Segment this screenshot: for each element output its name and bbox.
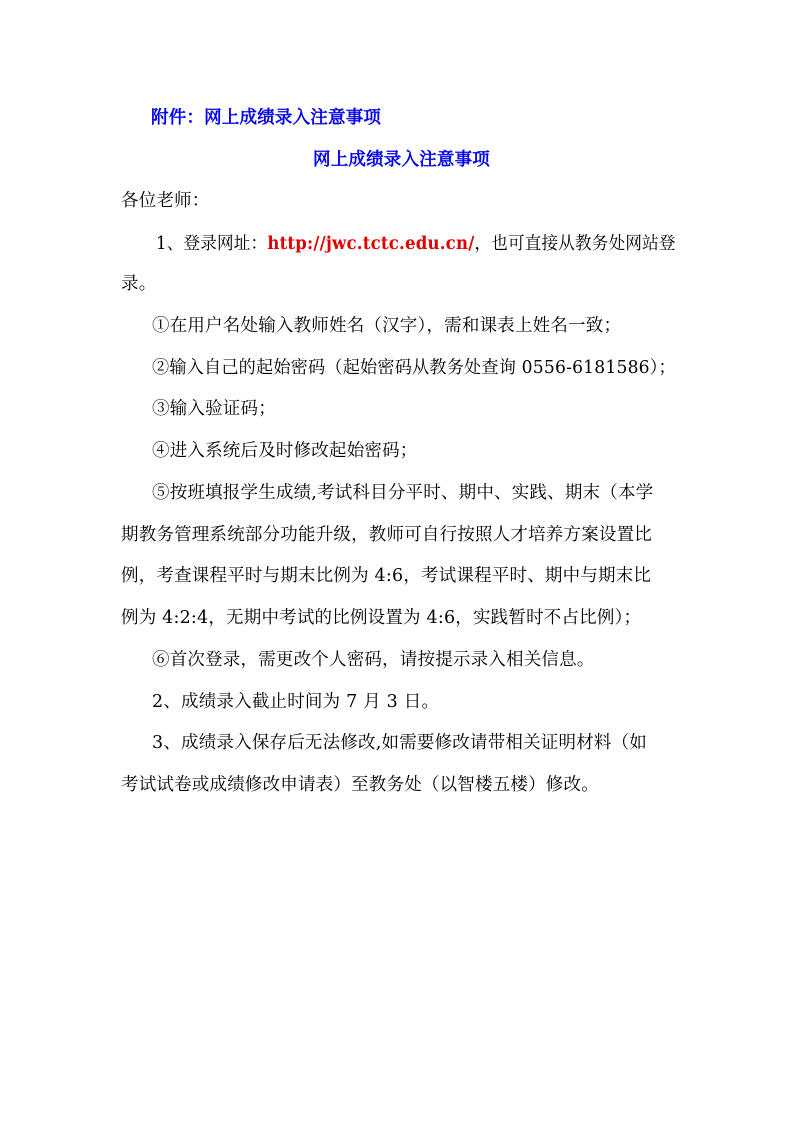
item-1-line-2: 录。: [121, 274, 157, 294]
sub-item-5-line-1: ⑤按班填报学生成绩,考试科目分平时、期中、实践、期末（本学: [152, 483, 654, 503]
attachment-heading: 附件：网上成绩录入注意事项: [151, 108, 382, 128]
sub-item-4: ④进入系统后及时修改起始密码；: [152, 441, 418, 461]
item-3-line-2: 考试试卷或成绩修改申请表）至教务处（以智楼五楼）修改。: [121, 775, 599, 795]
item-1-line-1: [156, 232, 676, 256]
sub-item-1: ①在用户名处输入教师姓名（汉字），需和课表上姓名一致；: [152, 316, 622, 336]
document-title: 网上成绩录入注意事项: [313, 150, 490, 170]
login-url-link[interactable]: http://jwc.tctc.edu.cn/: [267, 234, 475, 254]
item-2: 2、成绩录入截止时间为 7 月 3 日。: [152, 692, 440, 712]
sub-item-2: ②输入自己的起始密码（起始密码从教务处查询 0556-6181586）；: [152, 358, 676, 378]
sub-item-6: ⑥首次登录，需更改个人密码，请按提示录入相关信息。: [152, 650, 595, 670]
item-3-line-1: 3、成绩录入保存后无法修改,如需要修改请带相关证明材料（如: [152, 733, 647, 753]
greeting: 各位老师：: [121, 191, 210, 211]
sub-item-5-line-3: 例，考查课程平时与期末比例为 4:6，考试课程平时、期中与期末比: [121, 566, 652, 586]
sub-item-3: ③输入验证码；: [152, 399, 276, 419]
item-1-suffix: ，也可直接从教务处网站登: [474, 234, 676, 254]
sub-item-5-line-2: 期教务管理系统部分功能升级，教师可自行按照人才培养方案设置比: [121, 525, 652, 545]
sub-item-5-line-4: 例为 4:2:4，无期中考试的比例设置为 4:6，实践暂时不占比例）；: [121, 608, 642, 628]
item-1-prefix: 1、登录网址：: [156, 234, 268, 254]
